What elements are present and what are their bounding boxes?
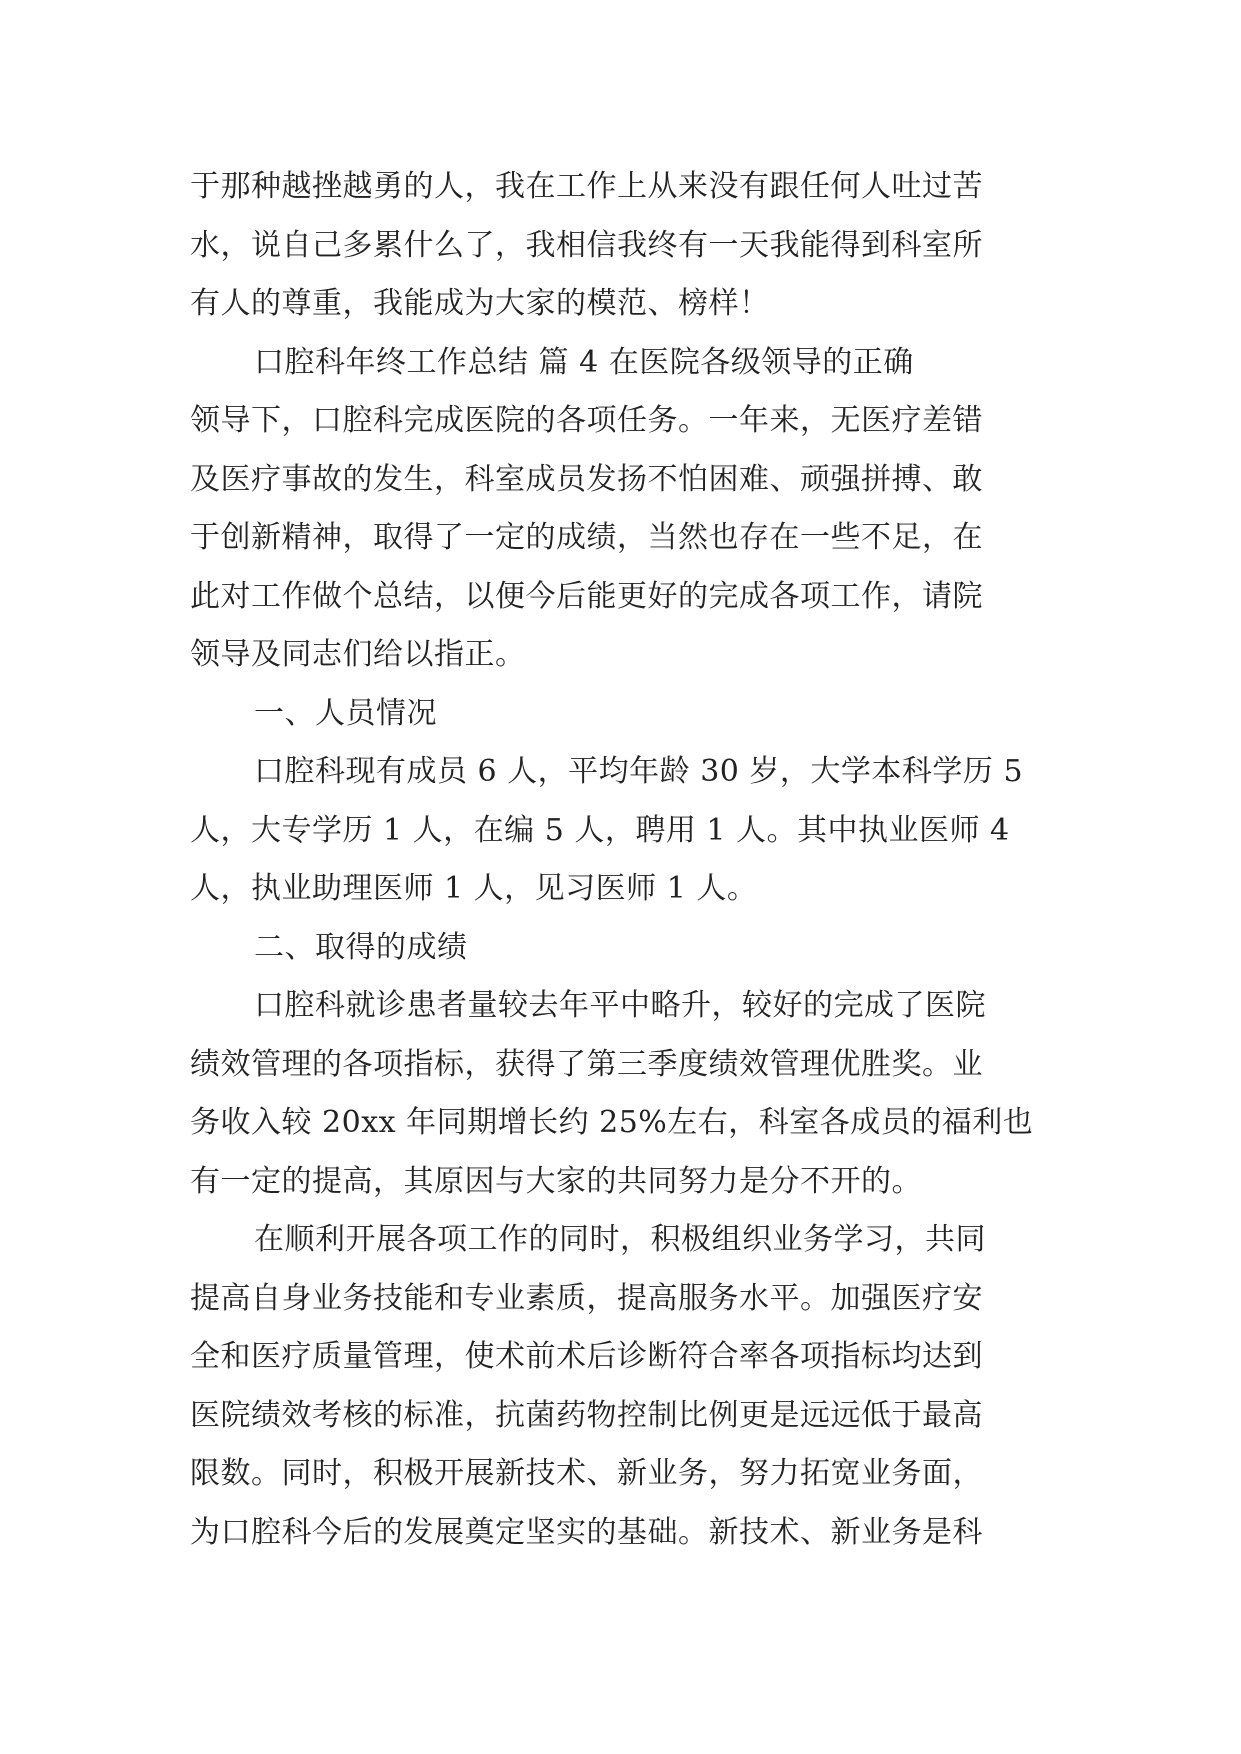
text-line: 口腔科现有成员 6 人，平均年龄 30 岁，大学本科学历 5: [254, 754, 1024, 789]
text-line: 提高自身业务技能和专业素质，提高服务水平。加强医疗安: [190, 1280, 983, 1316]
text-line: 此对工作做个总结，以便今后能更好的完成各项工作，请院: [190, 578, 983, 614]
text-line: 有人的尊重，我能成为大家的模范、榜样！: [190, 286, 770, 321]
text-line: 限数。同时，积极开展新技术、新业务，努力拓宽业务面，: [190, 1456, 983, 1491]
text-line: 领导下，口腔科完成医院的各项任务。一年来，无医疗差错: [190, 403, 983, 438]
text-line: 有一定的提高，其原因与大家的共同努力是分不开的。: [190, 1163, 922, 1199]
text-line: 于那种越挫越勇的人，我在工作上从来没有跟任何人吐过苦: [190, 169, 983, 204]
text-line: 在顺利开展各项工作的同时，积极组织业务学习，共同: [254, 1222, 986, 1257]
text-line: 领导及同志们给以指正。: [190, 637, 526, 672]
text-line: 水，说自己多累什么了，我相信我终有一天我能得到科室所: [190, 227, 983, 263]
section-heading-line: 口腔科年终工作总结 篇 4 在医院各级领导的正确: [254, 344, 914, 380]
subheading-achievements: 二、取得的成绩: [254, 929, 468, 965]
text-line: 绩效管理的各项指标，获得了第三季度绩效管理优胜奖。业: [190, 1046, 983, 1082]
text-line: 于创新精神，取得了一定的成绩，当然也存在一些不足，在: [190, 520, 983, 555]
text-line: 人，大专学历 1 人，在编 5 人，聘用 1 人。其中执业医师 4: [190, 812, 1010, 848]
text-line: 人，执业助理医师 1 人，见习医师 1 人。: [190, 871, 758, 906]
subheading-personnel: 一、人员情况: [254, 695, 437, 731]
text-line: 及医疗事故的发生，科室成员发扬不怕困难、顽强拼搏、敢: [190, 461, 983, 497]
text-line: 口腔科就诊患者量较去年平中略升，较好的完成了医院: [254, 988, 986, 1023]
document-body: [190, 158, 1060, 1562]
text-line: 为口腔科今后的发展奠定坚实的基础。新技术、新业务是科: [190, 1514, 983, 1550]
text-line: 全和医疗质量管理，使术前术后诊断符合率各项指标均达到: [190, 1339, 983, 1374]
text-line: 医院绩效考核的标准，抗菌药物控制比例更是远远低于最高: [190, 1397, 983, 1433]
text-line: 务收入较 20xx 年同期增长约 25%左右，科室各成员的福利也: [190, 1105, 1034, 1140]
